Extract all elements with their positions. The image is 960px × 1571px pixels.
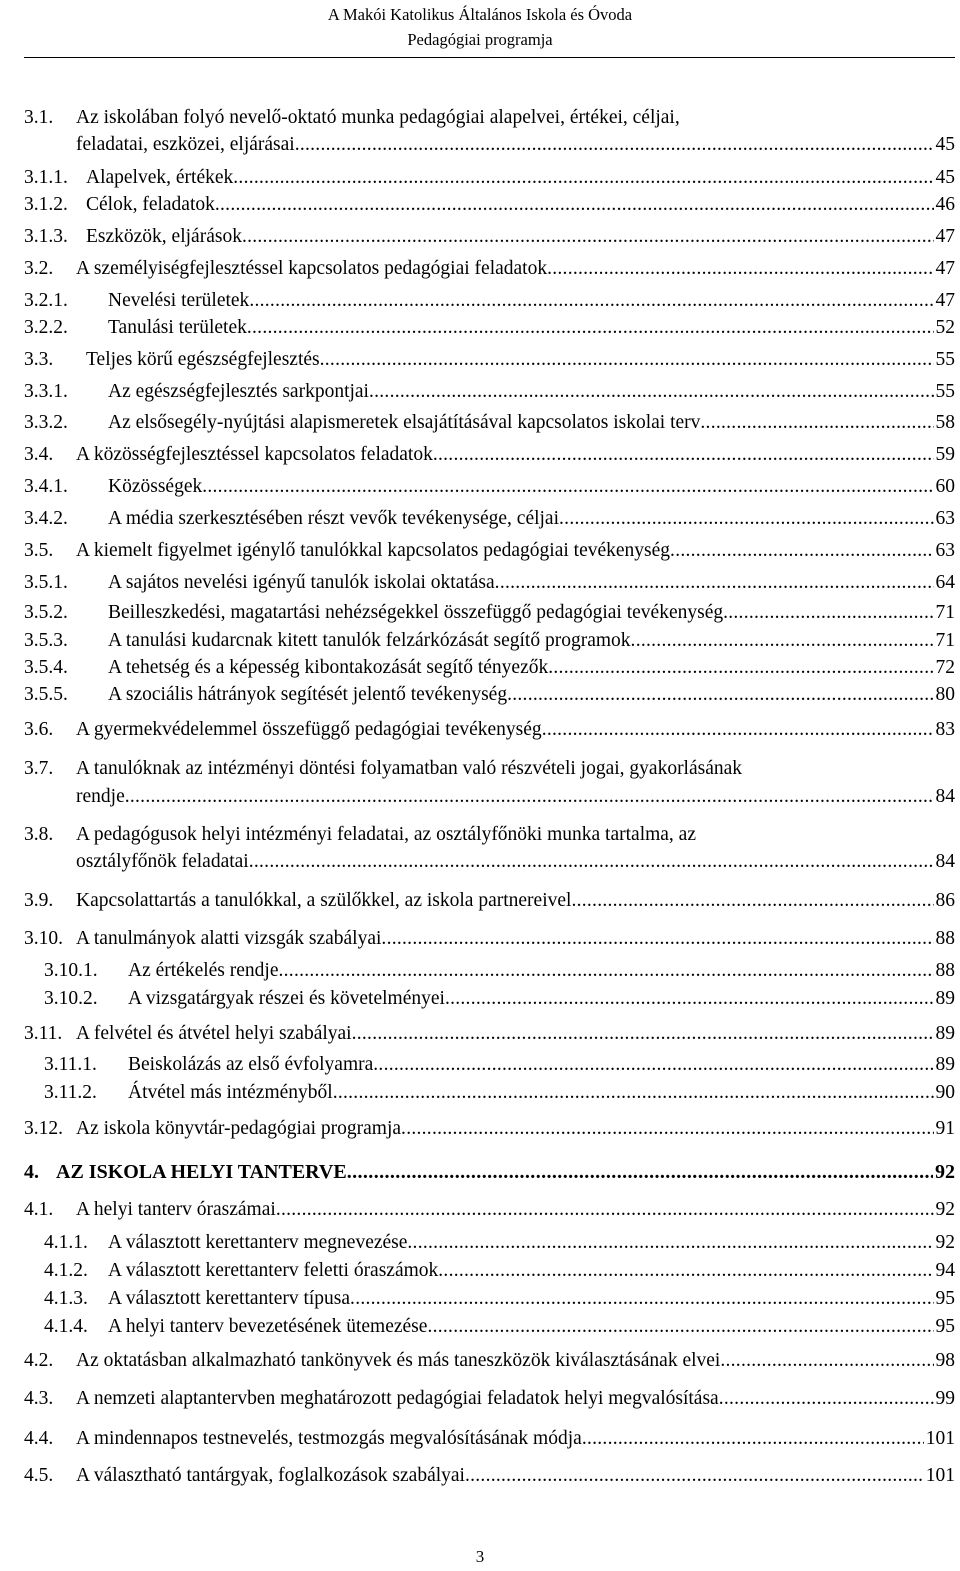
toc-entry-page: 60: [935, 476, 955, 497]
toc-entry[interactable]: [24, 1019, 955, 1049]
toc-dot-leader: [320, 345, 934, 375]
toc-dot-leader: [347, 1157, 933, 1187]
toc-dot-leader: [369, 377, 934, 407]
toc-entry-title: Beiskolázás az első évfolyamra: [128, 1054, 374, 1075]
toc-entry-number: 3.8.: [24, 824, 54, 845]
toc-entry-page: 84: [935, 786, 955, 807]
toc-entry[interactable]: [24, 1050, 955, 1080]
toc-entry[interactable]: [24, 886, 955, 916]
toc-entry[interactable]: [24, 1228, 955, 1258]
toc-entry-page: 72: [935, 657, 955, 678]
toc-entry-page: 58: [935, 412, 955, 433]
toc-dot-leader: [276, 1195, 934, 1225]
toc-entry-title: Tanulási területek: [108, 317, 247, 338]
toc-entry[interactable]: [24, 715, 955, 745]
toc-entry-page: 98: [935, 1350, 955, 1371]
toc-entry-page: 95: [935, 1316, 955, 1337]
toc-entry[interactable]: [24, 1346, 955, 1376]
toc-entry-title: A tehetség és a képesség kibontakozását segítő tényezők: [108, 657, 549, 678]
toc-entry-page: 89: [935, 1054, 955, 1075]
toc-entry[interactable]: [24, 222, 955, 252]
toc-entry-title: A pedagógusok helyi intézményi feladatai, az osztályfőnöki munka tartalma, az: [76, 824, 696, 845]
toc-entry-page: 63: [935, 508, 955, 529]
page-number: 3: [475, 1547, 485, 1566]
toc-entry-page: 91: [935, 1118, 955, 1139]
toc-entry-title: A választható tantárgyak, foglalkozások szabályai: [76, 1465, 465, 1486]
toc-dot-leader: [631, 626, 934, 656]
toc-entry[interactable]: [24, 653, 955, 683]
toc-entry-title: A közösségfejlesztéssel kapcsolatos feladatok: [76, 444, 433, 465]
toc-dot-leader: [719, 1384, 934, 1414]
toc-entry-title: A választott kerettanterv típusa: [108, 1288, 351, 1309]
toc-entry[interactable]: [24, 1256, 955, 1286]
toc-entry-number: 3.9.: [24, 890, 54, 911]
toc-entry-page: 92: [935, 1232, 955, 1253]
toc-entry-number: 4.1.2.: [44, 1260, 88, 1281]
toc-entry[interactable]: [24, 1157, 955, 1187]
toc-entry-title: Az egészségfejlesztés sarkpontjai: [108, 381, 369, 402]
toc-dot-leader: [542, 715, 934, 745]
toc-entry-number: 3.4.: [24, 444, 54, 465]
toc-entry-number: 4.1.1.: [44, 1232, 88, 1253]
toc-entry-title: A szociális hátrányok segítését jelentő tevékenység: [108, 684, 508, 705]
toc-dot-leader: [381, 924, 933, 954]
toc-entry-number: 3.11.: [24, 1023, 63, 1044]
toc-entry-number: 4.3.: [24, 1388, 54, 1409]
toc-entry-number: 3.12.: [24, 1118, 63, 1139]
toc-entry[interactable]: [24, 440, 955, 470]
toc-entry[interactable]: [24, 1312, 955, 1342]
toc-entry-title: Az oktatásban alkalmazható tankönyvek és más taneszközök kiválasztásának elvei: [76, 1350, 721, 1371]
toc-entry-number: 4.1.4.: [44, 1316, 88, 1337]
toc-entry[interactable]: [24, 754, 955, 784]
toc-entry[interactable]: [24, 847, 955, 877]
toc-entry-title: A felvétel és átvétel helyi szabályai: [76, 1023, 352, 1044]
toc-dot-leader: [215, 190, 934, 220]
toc-dot-leader: [247, 313, 934, 343]
toc-entry-number: 3.5.: [24, 540, 54, 561]
header-document-title: Pedagógiai programja: [407, 30, 553, 49]
toc-entry[interactable]: [24, 1195, 955, 1225]
toc-dot-leader: [723, 598, 933, 628]
toc-entry-number: 3.5.1.: [24, 572, 68, 593]
toc-entry-page: 71: [935, 630, 955, 651]
toc-entry-number: 4.2.: [24, 1350, 54, 1371]
toc-dot-leader: [720, 1346, 933, 1376]
toc-entry-number: 4.: [24, 1161, 39, 1183]
toc-entry-title: Nevelési területek: [108, 290, 250, 311]
toc-dot-leader: [547, 254, 933, 284]
toc-entry-page: 92: [935, 1161, 955, 1183]
toc-entry[interactable]: [24, 103, 955, 133]
toc-entry[interactable]: [24, 377, 955, 407]
toc-entry[interactable]: [24, 190, 955, 220]
toc-dot-leader: [571, 886, 933, 916]
toc-entry-title: A tanulóknak az intézményi döntési folyamatban való részvételi jogai, gyakorlásának: [76, 758, 743, 779]
toc-entry[interactable]: [24, 598, 955, 628]
toc-entry-page: 47: [935, 258, 955, 279]
toc-entry-title: rendje: [76, 786, 125, 807]
toc-entry[interactable]: [24, 254, 955, 284]
header-divider: [24, 57, 955, 58]
toc-entry-number: 3.1.1.: [24, 167, 68, 188]
toc-entry-title: A kiemelt figyelmet igénylő tanulókkal kapcsolatos pedagógiai tevékenység: [76, 540, 671, 561]
toc-entry-page: 88: [935, 928, 955, 949]
toc-entry-title: Célok, feladatok: [86, 194, 215, 215]
toc-entry[interactable]: [24, 1114, 955, 1144]
toc-entry-title: Teljes körű egészségfejlesztés: [86, 349, 320, 370]
toc-entry[interactable]: [24, 504, 955, 534]
toc-entry-page: 84: [935, 851, 955, 872]
toc-entry-page: 47: [935, 290, 955, 311]
toc-entry-number: 3.4.2.: [24, 508, 68, 529]
toc-dot-leader: [548, 653, 933, 683]
toc-dot-leader: [333, 1078, 934, 1108]
toc-entry-page: 80: [935, 684, 955, 705]
toc-entry[interactable]: [24, 286, 955, 316]
toc-entry-page: 99: [935, 1388, 955, 1409]
toc-dot-leader: [582, 1424, 924, 1454]
toc-entry-page: 90: [935, 1082, 955, 1103]
page-header: [0, 2, 960, 52]
toc-entry-title: Közösségek: [108, 476, 203, 497]
toc-entry[interactable]: [24, 680, 955, 710]
toc-entry-page: 71: [935, 602, 955, 623]
toc-dot-leader: [445, 984, 934, 1014]
toc-dot-leader: [401, 1114, 933, 1144]
toc-dot-leader: [559, 504, 933, 534]
toc-entry-number: 3.5.5.: [24, 684, 68, 705]
toc-entry[interactable]: [24, 130, 955, 160]
toc-dot-leader: [373, 1050, 933, 1080]
toc-entry-title: feladatai, eszközei, eljárásai: [76, 134, 295, 155]
toc-entry-number: 3.6.: [24, 719, 54, 740]
toc-entry-number: 4.1.3.: [44, 1288, 88, 1309]
toc-entry[interactable]: [24, 313, 955, 343]
toc-entry-page: 83: [935, 719, 955, 740]
toc-entry[interactable]: [24, 568, 955, 598]
toc-entry-title: osztályfőnök feladatai: [76, 851, 249, 872]
toc-entry-title: Az értékelés rendje: [128, 960, 279, 981]
toc-entry-page: 55: [935, 349, 955, 370]
toc-entry-title: Az iskola könyvtár-pedagógiai programja: [76, 1118, 402, 1139]
toc-entry-title: A tanulási kudarcnak kitett tanulók felzárkózását segítő programok: [108, 630, 631, 651]
toc-entry[interactable]: [24, 984, 955, 1014]
toc-entry[interactable]: [24, 820, 955, 850]
toc-entry-title: A tanulmányok alatti vizsgák szabályai: [76, 928, 382, 949]
toc-entry-number: 3.2.: [24, 258, 54, 279]
toc-dot-leader: [427, 1312, 933, 1342]
toc-entry-number: 3.2.1.: [24, 290, 68, 311]
toc-entry-number: 3.1.: [24, 107, 54, 128]
toc-entry-title: A helyi tanterv bevezetésének ütemezése: [108, 1316, 428, 1337]
toc-dot-leader: [407, 1228, 933, 1258]
toc-dot-leader: [507, 680, 933, 710]
toc-entry-page: 95: [935, 1288, 955, 1309]
toc-entry-title: Eszközök, eljárások: [86, 226, 242, 247]
toc-entry-number: 3.3.2.: [24, 412, 68, 433]
toc-entry-title: A nemzeti alaptantervben meghatározott pedagógiai feladatok helyi megvalósítása: [76, 1388, 719, 1409]
toc-entry-page: 88: [935, 960, 955, 981]
toc-entry-title: A gyermekvédelemmel összefüggő pedagógiai tevékenység: [76, 719, 542, 740]
toc-entry-number: 3.4.1.: [24, 476, 68, 497]
toc-entry-title: A helyi tanterv óraszámai: [76, 1199, 276, 1220]
toc-entry-page: 55: [935, 381, 955, 402]
toc-dot-leader: [233, 163, 933, 193]
toc-entry[interactable]: [24, 408, 955, 438]
toc-entry[interactable]: [24, 1461, 955, 1491]
toc-dot-leader: [352, 1019, 934, 1049]
toc-entry-number: 4.1.: [24, 1199, 54, 1220]
toc-entry-number: 3.11.1.: [44, 1054, 97, 1075]
toc-entry-page: 52: [935, 317, 955, 338]
toc-dot-leader: [242, 222, 934, 252]
toc-entry-title: Átvétel más intézményből: [128, 1082, 333, 1103]
header-school-name: A Makói Katolikus Általános Iskola és Óvoda: [327, 5, 633, 24]
toc-entry[interactable]: [24, 1384, 955, 1414]
toc-dot-leader: [700, 408, 933, 438]
toc-entry-number: 3.5.3.: [24, 630, 68, 651]
toc-entry-number: 3.1.3.: [24, 226, 68, 247]
toc-dot-leader: [670, 536, 933, 566]
toc-entry-page: 101: [925, 1465, 955, 1486]
toc-entry-title: A sajátos nevelési igényű tanulók iskolai oktatása: [108, 572, 495, 593]
toc-entry-page: 64: [935, 572, 955, 593]
toc-entry-title: Az iskolában folyó nevelő-oktató munka pedagógiai alapelvei, értékei, céljai,: [76, 107, 680, 128]
toc-dot-leader: [279, 956, 934, 986]
toc-entry-page: 45: [935, 167, 955, 188]
toc-entry-number: 3.5.2.: [24, 602, 68, 623]
toc-dot-leader: [202, 472, 933, 502]
toc-entry-number: 3.5.4.: [24, 657, 68, 678]
toc-entry-number: 3.7.: [24, 758, 54, 779]
toc-dot-leader: [295, 130, 934, 160]
toc-dot-leader: [125, 782, 934, 812]
toc-entry-page: 47: [935, 226, 955, 247]
toc-entry-title: Az elsősegély-nyújtási alapismeretek elsajátításával kapcsolatos iskolai terv: [108, 412, 701, 433]
toc-entry-number: 3.10.2.: [44, 988, 98, 1009]
toc-entry[interactable]: [24, 345, 955, 375]
toc-entry-number: 3.3.: [24, 349, 54, 370]
toc-entry-page: 63: [935, 540, 955, 561]
toc-dot-leader: [350, 1284, 933, 1314]
toc-entry-page: 89: [935, 988, 955, 1009]
toc-entry[interactable]: [24, 472, 955, 502]
toc-entry-title: A személyiségfejlesztéssel kapcsolatos pedagógiai feladatok: [76, 258, 548, 279]
toc-entry-number: 3.3.1.: [24, 381, 68, 402]
toc-entry-title: A média szerkesztésében részt vevők tevékenysége, céljai: [108, 508, 560, 529]
toc-entry[interactable]: [24, 782, 955, 812]
toc-entry-number: 3.10.1.: [44, 960, 98, 981]
toc-entry[interactable]: [24, 626, 955, 656]
toc-entry-page: 101: [925, 1428, 955, 1449]
toc-entry[interactable]: [24, 1078, 955, 1108]
toc-entry-page: 94: [935, 1260, 955, 1281]
toc-entry-number: 3.2.2.: [24, 317, 68, 338]
toc-entry-title: A mindennapos testnevelés, testmozgás megvalósításának módja: [76, 1428, 582, 1449]
toc-dot-leader: [433, 440, 934, 470]
toc-entry[interactable]: [24, 1284, 955, 1314]
toc-entry-title: AZ ISKOLA HELYI TANTERVE: [56, 1161, 347, 1183]
toc-entry-title: Beilleszkedési, magatartási nehézségekkel összefüggő pedagógiai tevékenység: [108, 602, 724, 623]
toc-entry-page: 92: [935, 1199, 955, 1220]
toc-dot-leader: [249, 286, 933, 316]
toc-entry-title: Alapelvek, értékek: [86, 167, 234, 188]
toc-entry-page: 89: [935, 1023, 955, 1044]
toc-entry-page: 59: [935, 444, 955, 465]
toc-entry-number: 3.11.2.: [44, 1082, 97, 1103]
toc-entry-page: 45: [935, 134, 955, 155]
toc-dot-leader: [249, 847, 934, 877]
toc-entry-title: A vizsgatárgyak részei és követelményei: [128, 988, 445, 1009]
toc-dot-leader: [495, 568, 934, 598]
toc-entry-number: 3.10.: [24, 928, 63, 949]
toc-entry[interactable]: [24, 924, 955, 954]
toc-entry-page: 46: [935, 194, 955, 215]
toc-entry[interactable]: [24, 163, 955, 193]
toc-entry-title: Kapcsolattartás a tanulókkal, a szülőkkel, az iskola partnereivel: [76, 890, 572, 911]
toc-entry[interactable]: [24, 1424, 955, 1454]
toc-entry-number: 3.1.2.: [24, 194, 68, 215]
toc-entry[interactable]: [24, 956, 955, 986]
toc-entry-number: 4.4.: [24, 1428, 54, 1449]
toc-dot-leader: [465, 1461, 924, 1491]
toc-entry-number: 4.5.: [24, 1465, 54, 1486]
toc-entry[interactable]: [24, 536, 955, 566]
toc-dot-leader: [438, 1256, 933, 1286]
toc-entry-title: A választott kerettanterv feletti óraszámok: [108, 1260, 439, 1281]
toc-entry-title: A választott kerettanterv megnevezése: [108, 1232, 408, 1253]
toc-entry-page: 86: [935, 890, 955, 911]
